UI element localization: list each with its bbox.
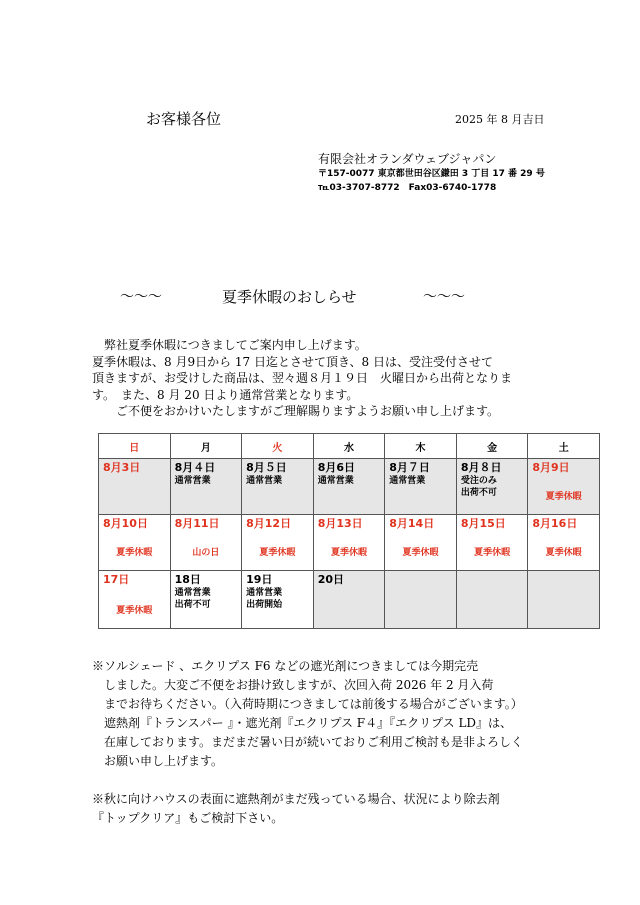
cell-date: 8月７日 [389,461,430,474]
calendar-cell [456,515,528,571]
cell-date: 8月８日 [460,461,502,474]
calendar-cell [99,515,171,571]
title-deco-right: ～～～ [423,289,465,305]
cell-date: 18日 [174,573,201,586]
cell-note-2: 出荷不可 [174,600,211,610]
cell-date: 8月４日 [174,461,216,474]
cell-date: 17日 [103,573,130,586]
recipient: お客様各位 [146,110,222,128]
body-line: 頂きますが、お受けした商品は、翌々週８月１９日 火曜日から出荷となりま [92,371,513,385]
cell-note: 通常営業 [174,476,211,486]
cell-date: 8月11日 [174,517,220,530]
cell-note: 夏季休暇 [545,492,582,502]
cell-date: 8月12日 [246,517,292,530]
calendar-header-row [99,434,600,459]
cell-date: 8月５日 [246,461,287,474]
calendar-cell [313,571,385,629]
calendar-week-row [99,459,600,515]
cell-date: 19日 [246,573,273,586]
cell-note: 夏季休暇 [259,548,296,558]
calendar-cell [456,459,528,515]
cell-note: 夏季休暇 [474,548,511,558]
calendar-cell [313,459,385,515]
note-spacer [92,771,572,790]
holiday-calendar [98,433,600,629]
note-line: お願い申し上げます。 [92,754,224,768]
company-tel-fax: ℡03-3707-8772 Fax03-6740-1778 [318,183,497,193]
weekday-saturday: 土 [528,434,600,459]
weekday-wednesday: 水 [313,434,385,459]
calendar-cell [242,459,314,515]
notes-section [92,657,572,828]
cell-date: 20日 [317,573,344,586]
note-line: 『トップクリア』もご検討下さい。 [92,811,284,825]
page-title: 夏季休暇のおしらせ [222,288,357,306]
cell-note: 通常営業 [174,588,211,598]
weekday-sunday: 日 [99,434,171,459]
body-line: 夏季休暇は、8 月9日から 17 日迄とさせて頂き、8 日は、受注受付させて [92,354,493,369]
cell-note: 受注のみ [460,476,497,486]
cell-note: 夏季休暇 [545,548,582,558]
weekday-tuesday: 火 [242,434,314,459]
calendar-cell [242,571,314,629]
calendar-cell [170,515,242,571]
cell-note-2: 出荷開始 [246,600,283,610]
cell-note-2: 出荷不可 [460,488,497,498]
note-line: ※秋に向けハウスの表面に遮熱剤がまだ残っている場合、状況により除去剤 [92,792,500,806]
calendar-cell-empty [456,571,528,629]
cell-note: 通常営業 [246,476,283,486]
calendar-cell [313,515,385,571]
cell-date: 8月9日 [532,461,570,474]
cell-date: 8月15日 [460,517,506,530]
calendar-week-row [99,515,600,571]
cell-note: 夏季休暇 [116,548,153,558]
note-line: しました。大変ご不便をお掛け致しますが、次回入荷 2026 年 2 月入荷 [92,678,494,692]
cell-note: 山の日 [192,548,220,558]
body-line: す。 また、8 月 20 日より通常営業となります。 [92,387,359,402]
cell-date: 8月14日 [389,517,435,530]
calendar-cell [528,515,600,571]
calendar-cell [385,459,457,515]
cell-note: 夏季休暇 [402,548,439,558]
note-line: 遮熱剤『トランスパー 』・遮光剤『エクリプス F４』『エクリプス LD』は、 [92,716,513,730]
title-deco-left: ～～～ [120,289,162,305]
weekday-friday: 金 [456,434,528,459]
note-line: 在庫しております。まだまだ暑い日が続いておりご利用ご検討も是非よろしく [92,735,524,749]
calendar-cell-empty [385,571,457,629]
body-text [92,337,562,420]
calendar-cell [170,571,242,629]
body-line: 弊社夏季休暇につきましてご案内申し上げます。 [92,338,367,352]
cell-date: 8月6日 [317,461,355,474]
cell-date: 8月10日 [103,517,148,530]
note-line: ※ソルシェード 、エクリプス F6 などの遮光剤につきましては今期完売 [92,659,479,673]
weekday-thursday: 木 [385,434,457,459]
cell-note: 夏季休暇 [116,606,153,616]
note-line: までお待ちください。（入荷時期につきましては前後する場合がございます。） [92,697,523,711]
cell-date: 8月16日 [532,517,578,530]
cell-note: 通常営業 [317,476,354,486]
calendar-cell [170,459,242,515]
company-name: 有限会社オランダウェブジャパン [318,152,497,166]
calendar-cell [528,459,600,515]
cell-note: 通常営業 [389,476,426,486]
body-line: ご不便をおかけいたしますがご理解賜りますようお願い申し上げます。 [92,404,500,418]
calendar-week-row [99,571,600,629]
cell-date: 8月3日 [103,461,141,474]
cell-note: 通常営業 [246,588,283,598]
calendar-cell-empty [528,571,600,629]
cell-note: 夏季休暇 [330,548,367,558]
weekday-monday: 月 [170,434,242,459]
issue-date: 2025 年 8 月吉日 [455,113,545,126]
calendar-cell [99,459,171,515]
calendar-cell [242,515,314,571]
company-address: 〒157-0077 東京都世田谷区鎌田 3 丁目 17 番 29 号 [318,169,545,179]
cell-date: 8月13日 [317,517,363,530]
calendar-cell [385,515,457,571]
calendar-cell [99,571,171,629]
